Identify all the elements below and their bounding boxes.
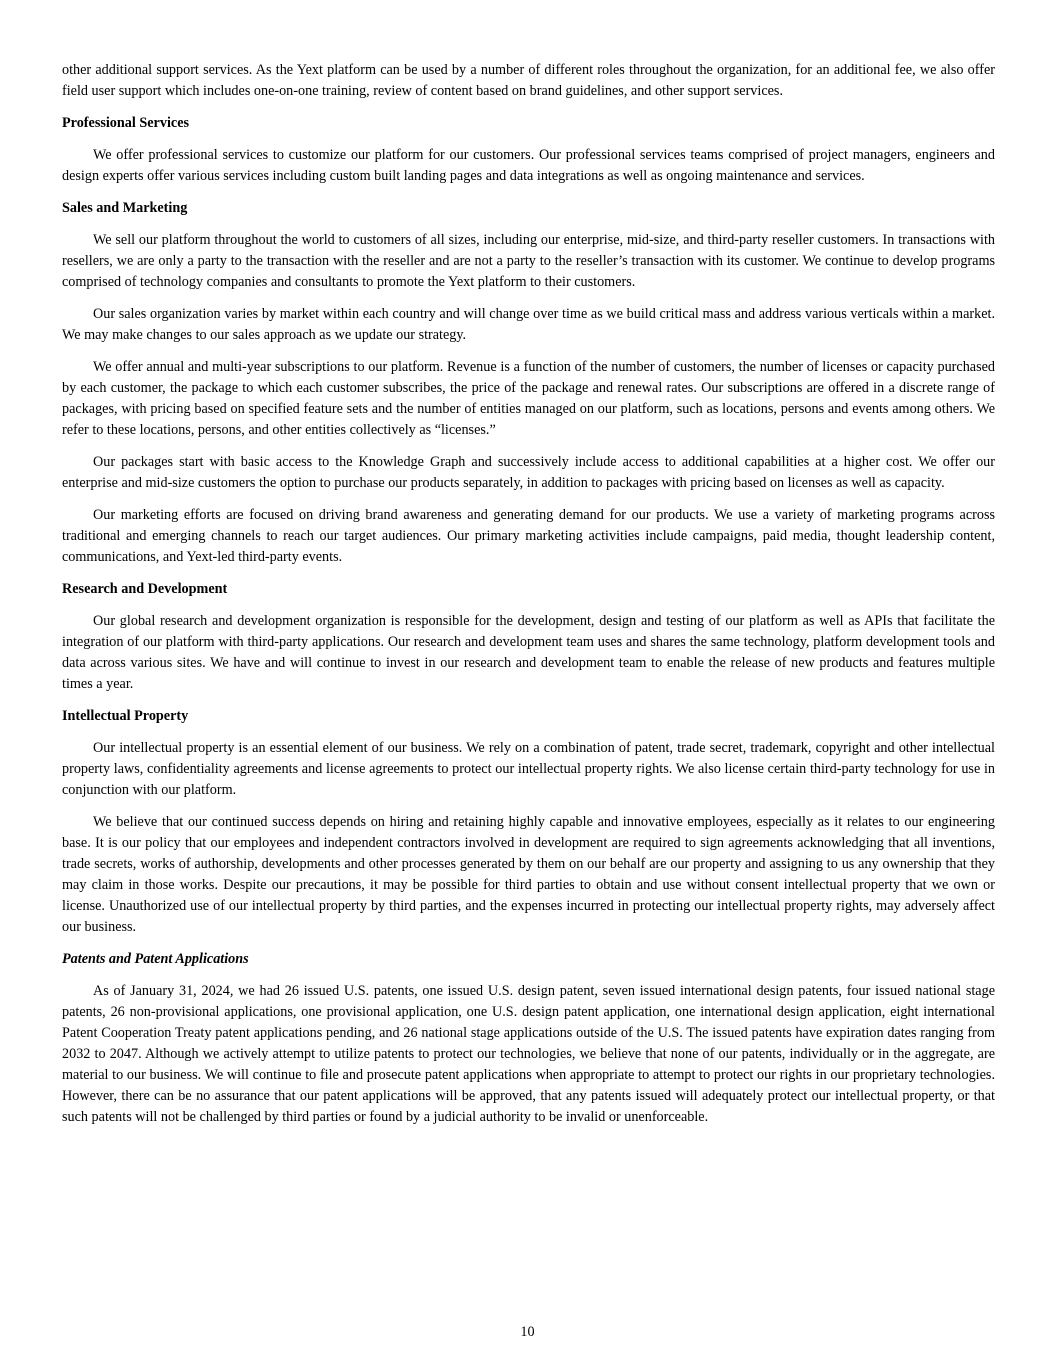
paragraph-patents: As of January 31, 2024, we had 26 issued U.S. patents, one issued U.S. design patent, seven issued international design patents, four issued national stage patents, 26 non-provisional applications, one provisional application, one U.S. design patent application, one international design application, eight international Patent Cooperation Treaty patent applications pending, and 26 national stage applications outside of the U.S. The issued patents have expiration dates ranging from 2032 to 2047. Although we actively attempt to utilize patents to protect our technologies, we believe that none of our patents, individually or in the aggregate, are material to our business. We will continue to file and prosecute patent applications when appropriate to attempt to protect our rights in our proprietary technologies. However, there can be no assurance that our patent applications will be approved, that any patents issued will adequately protect our intellectual property, or that such patents will not be challenged by third parties or found by a judicial authority to be invalid or unenforceable. — [62, 983, 995, 1125]
heading-research-and-development: Research and Development — [62, 581, 228, 597]
page-number: 10 — [520, 1324, 535, 1340]
paragraph-support-services-continued: other additional support services. As the Yext platform can be used by a number of different roles throughout the organization, for an additional fee, we also offer field user support which includes one-on-one training, review of content based on brand guidelines, and other support services. — [62, 62, 995, 99]
heading-intellectual-property: Intellectual Property — [62, 708, 189, 724]
heading-patents-and-patent-applications: Patents and Patent Applications — [62, 951, 249, 967]
paragraph-ip-overview: Our intellectual property is an essential element of our business. We rely on a combination of patent, trade secret, trademark, copyright and other intellectual property laws, confidentiality agreements and license agreements to protect our intellectual property rights. We also license certain third-party technology for use in conjunction with our platform. — [62, 740, 995, 798]
document-page — [62, 60, 995, 1139]
paragraph-subscriptions: We offer annual and multi-year subscriptions to our platform. Revenue is a function of the number of customers, the number of licenses or capacity purchased by each customer, the package to which each customer subscribes, the price of the package and renewal rates. Our subscriptions are offered in a discrete range of packages, with pricing based on specified feature sets and the number of entities managed on our platform, such as locations, persons and events among others. We refer to these locations, persons, and other entities collectively as “licenses.” — [62, 359, 995, 438]
heading-sales-and-marketing: Sales and Marketing — [62, 200, 188, 216]
heading-professional-services: Professional Services — [62, 115, 190, 131]
paragraph-sales-organization: Our sales organization varies by market within each country and will change over time as we build critical mass and address various verticals within a market. We may make changes to our sales approach as we update our strategy. — [62, 306, 995, 343]
paragraph-ip-employees: We believe that our continued success depends on hiring and retaining highly capable and innovative employees, especially as it relates to our engineering base. It is our policy that our employees and independent contractors involved in development are required to sign agreements acknowledging that all inventions, trade secrets, works of authorship, developments and other processes generated by them on our behalf are our property and assigning to us any ownership that they may claim in those works. Despite our precautions, it may be possible for third parties to obtain and use without consent intellectual property that we own or license. Unauthorized use of our intellectual property by third parties, and the expenses incurred in protecting our intellectual property rights, may adversely affect our business. — [62, 814, 995, 935]
paragraph-professional-services: We offer professional services to customize our platform for our customers. Our professional services teams comprised of project managers, engineers and design experts offer various services including custom built landing pages and data integrations as well as ongoing maintenance and services. — [62, 147, 995, 184]
paragraph-research-development: Our global research and development organization is responsible for the development, design and testing of our platform as well as APIs that facilitate the integration of our platform with third-party applications. Our research and development team uses and shares the same technology, platform development tools and data across various sites. We have and will continue to invest in our research and development team to enable the release of new products and features multiple times a year. — [62, 613, 995, 692]
paragraph-packages: Our packages start with basic access to the Knowledge Graph and successively include access to additional capabilities at a higher cost. We offer our enterprise and mid-size customers the option to purchase our products separately, in addition to packages with pricing based on licenses as well as capacity. — [62, 454, 995, 491]
paragraph-sales-platform: We sell our platform throughout the world to customers of all sizes, including our enterprise, mid-size, and third-party reseller customers. In transactions with resellers, we are only a party to the transaction with the reseller and are not a party to the reseller’s transaction with its customer. We continue to develop programs comprised of technology companies and consultants to promote the Yext platform to their customers. — [62, 232, 995, 290]
paragraph-marketing-efforts: Our marketing efforts are focused on driving brand awareness and generating demand for our products. We use a variety of marketing programs across traditional and emerging channels to reach our target audiences. Our primary marketing activities include campaigns, paid media, thought leadership content, communications, and Yext-led third-party events. — [62, 507, 995, 565]
